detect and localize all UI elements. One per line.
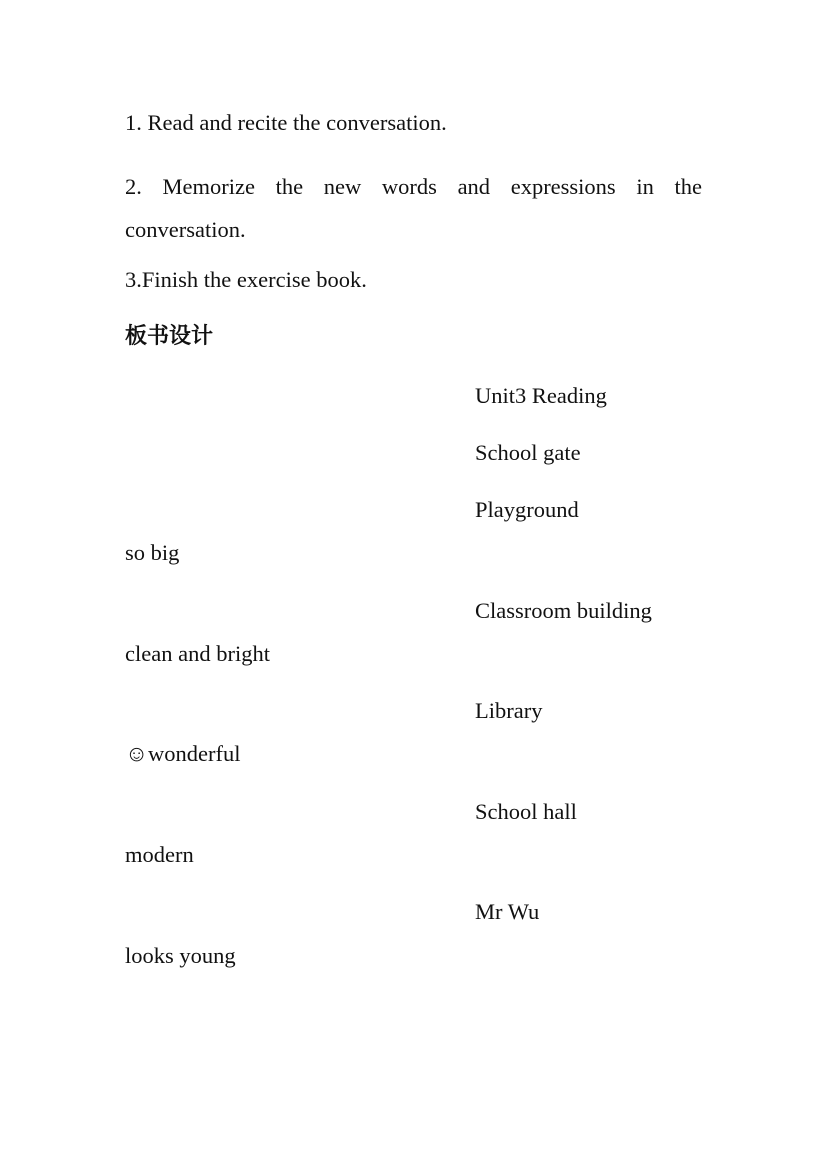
- description-clean-and-bright: clean and bright: [125, 641, 270, 666]
- board-design-heading: 板书设计: [125, 324, 214, 349]
- description-modern: modern: [125, 842, 194, 867]
- place-library: Library: [475, 698, 543, 723]
- description-so-big: so big: [125, 540, 180, 565]
- person-mr-wu: Mr Wu: [475, 899, 540, 924]
- place-playground: Playground: [475, 497, 579, 522]
- place-classroom-building: Classroom building: [475, 598, 652, 623]
- board-title: Unit3 Reading: [475, 383, 607, 408]
- place-school-hall: School hall: [475, 799, 577, 824]
- homework-item-3: 3.Finish the exercise book.: [125, 267, 367, 292]
- homework-item-2: 2. Memorize the new words and expressions in the conversation.: [125, 174, 702, 242]
- homework-item-1: 1. Read and recite the conversation.: [125, 110, 447, 135]
- description-wonderful: ☺wonderful: [125, 741, 241, 766]
- description-looks-young: looks young: [125, 943, 236, 968]
- place-school-gate: School gate: [475, 440, 581, 465]
